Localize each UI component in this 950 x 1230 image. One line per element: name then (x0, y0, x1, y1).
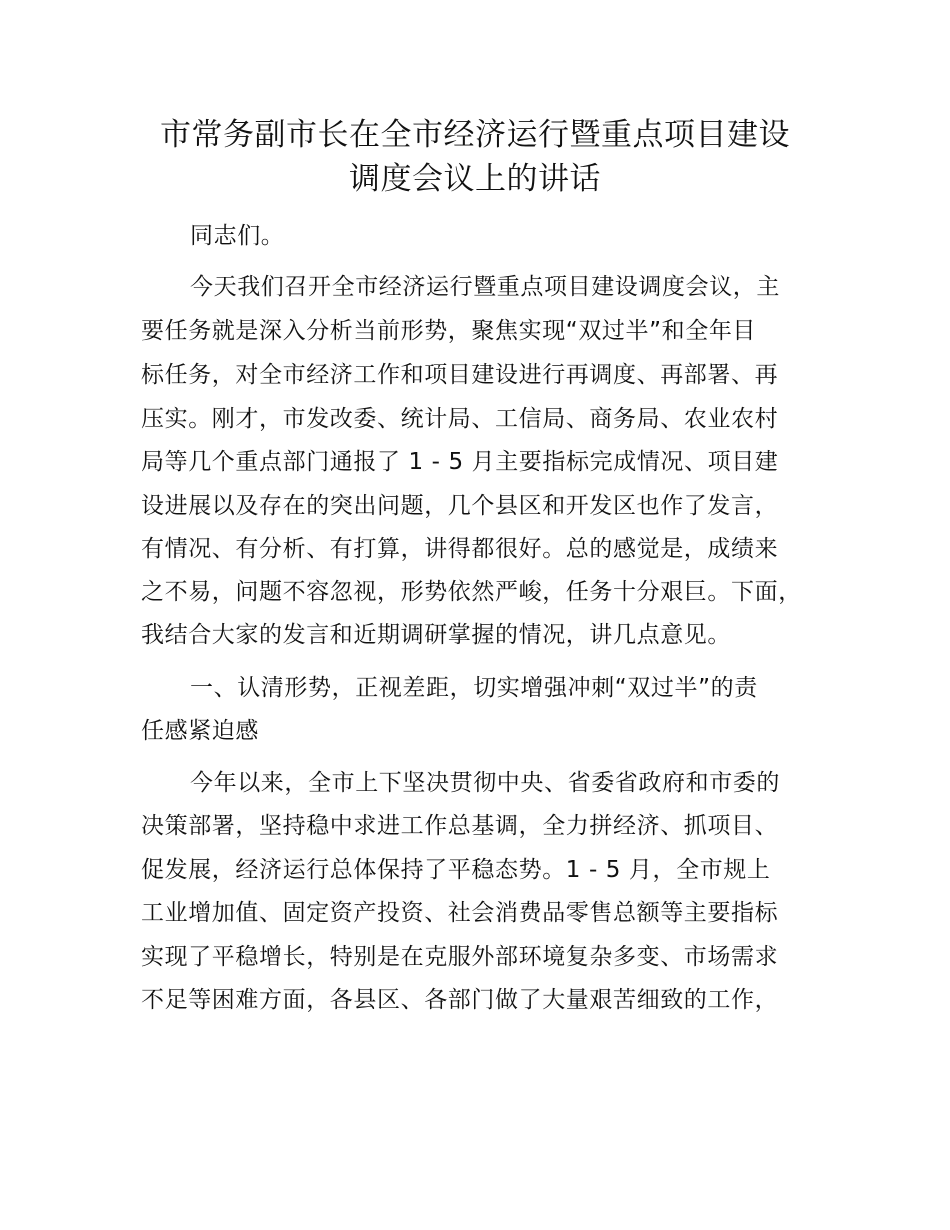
paragraph-1-line: 之不易，问题不容忽视，形势依然严峻，任务十分艰巨。下面， (141, 579, 802, 605)
paragraph-1-line: 标任务，对全市经济工作和项目建设进行再调度、再部署、再 (141, 362, 779, 388)
section-heading-line: 任感紧迫感 (141, 718, 259, 744)
paragraph-2-line: 今年以来，全市上下坚决贯彻中央、省委省政府和市委的 (190, 770, 780, 796)
paragraph-1-line: 今天我们召开全市经济运行暨重点项目建设调度会议，主 (190, 274, 780, 300)
paragraph-2-line: 不足等困难方面，各县区、各部门做了大量艰苦细致的工作， (141, 987, 779, 1013)
paragraph-1-line: 我结合大家的发言和近期调研掌握的情况，讲几点意见。 (141, 622, 731, 648)
paragraph-2-line: 工业增加值、固定资产投资、社会消费品零售总额等主要指标 (141, 900, 779, 926)
paragraph-1-line: 设进展以及存在的突出问题，几个县区和开发区也作了发言， (141, 493, 779, 519)
paragraph-2-line: 实现了平稳增长，特别是在克服外部环境复杂多变、市场需求 (141, 944, 779, 970)
salutation: 同志们。 (190, 223, 285, 249)
document-title-line-1: 市常务副市长在全市经济运行暨重点项目建设 (160, 117, 790, 153)
paragraph-1-line: 要任务就是深入分析当前形势，聚焦实现“双过半”和全年目 (141, 318, 757, 344)
section-heading-line: 一、认清形势，正视差距，切实增强冲刺“双过半”的责 (190, 675, 758, 701)
paragraph-2-line: 促发展，经济运行总体保持了平稳态势。1 - 5 月，全市规上 (141, 857, 771, 883)
document-title-line-2: 调度会议上的讲话 (349, 161, 601, 197)
paragraph-1-line: 局等几个重点部门通报了 1 - 5 月主要指标完成情况、项目建 (141, 449, 779, 475)
paragraph-2-line: 决策部署，坚持稳中求进工作总基调，全力拼经济、抓项目、 (141, 813, 779, 839)
paragraph-1-line: 有情况、有分析、有打算，讲得都很好。总的感觉是，成绩来 (141, 536, 779, 562)
paragraph-1-line: 压实。刚才，市发改委、统计局、工信局、商务局、农业农村 (141, 406, 779, 432)
